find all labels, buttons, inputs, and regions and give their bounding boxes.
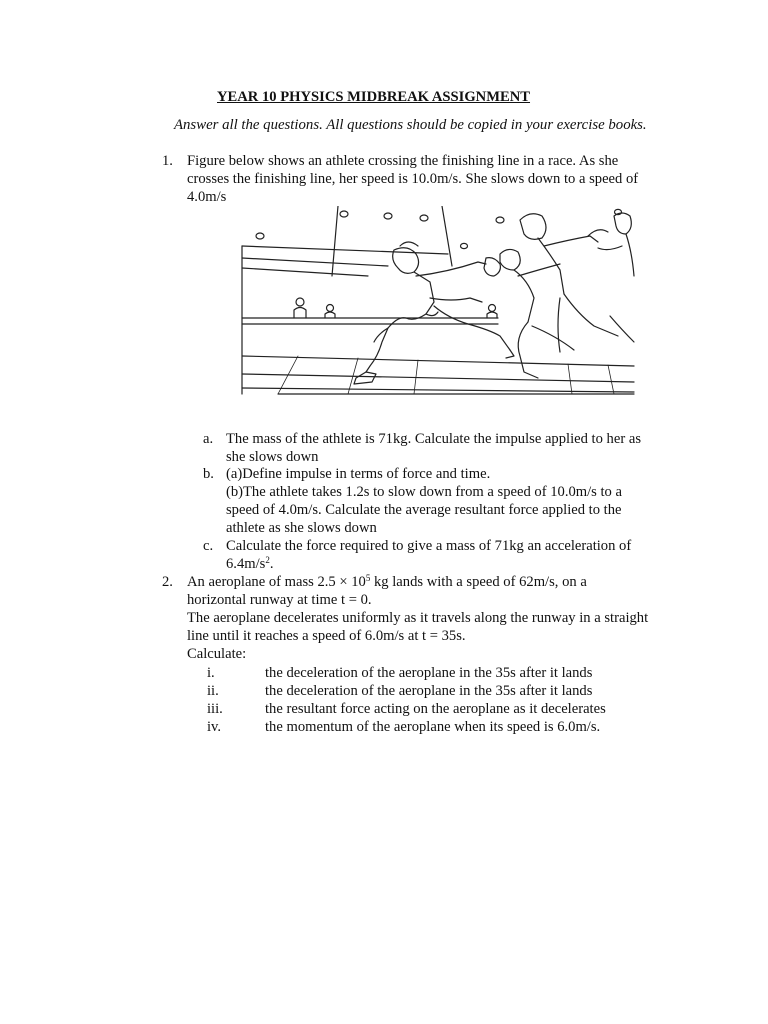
question-1a-label: a. <box>203 431 214 447</box>
item-text: the deceleration of the aeroplane in the 35s after it lands <box>265 683 593 699</box>
mass-text: An aeroplane of mass 2.5 × 10 <box>187 574 366 590</box>
question-1-line: Figure below shows an athlete crossing the finishing line in a race. As she <box>187 153 619 169</box>
question-2-line-1 <box>187 573 707 591</box>
question-1b-line: (b)The athlete takes 1.2s to slow down from a speed of 10.0m/s to a <box>226 484 622 500</box>
question-1b-line: speed of 4.0m/s. Calculate the average resultant force applied to the <box>226 502 622 518</box>
assignment-title: YEAR 10 PHYSICS MIDBREAK ASSIGNMENT <box>217 89 531 105</box>
question-1-text <box>187 152 707 206</box>
mass-text-end: kg lands with a speed of 62m/s, on a <box>370 574 587 590</box>
question-1c-line-2 <box>226 555 696 573</box>
question-1b-text <box>226 465 696 537</box>
question-1a-line: The mass of the athlete is 71kg. Calculate the impulse applied to her as <box>226 431 641 447</box>
item-text: the deceleration of the aeroplane in the 35s after it lands <box>265 665 593 681</box>
acceleration-value: 6.4m/s <box>226 556 266 572</box>
question-2-line: The aeroplane decelerates uniformly as it travels along the runway in a straight <box>187 610 649 626</box>
instructions: Answer all the questions. All questions should be copied in your exercise books. <box>174 117 647 133</box>
item-label: ii. <box>207 683 219 699</box>
question-1b <box>203 465 703 537</box>
question-1a <box>203 430 703 466</box>
question-1-line: 4.0m/s <box>187 189 227 205</box>
question-1c-label: c. <box>203 538 214 554</box>
item-label: iv. <box>207 719 222 735</box>
question-2-line: line until it reaches a speed of 6.0m/s at t = 35s. <box>187 628 466 644</box>
period: . <box>269 556 274 572</box>
question-1a-line: she slows down <box>226 449 319 465</box>
question-1b-line: (a)Define impulse in terms of force and time. <box>226 466 491 482</box>
question-2-item-iii <box>207 700 667 718</box>
question-2-item-ii <box>207 682 667 700</box>
question-1-line: crosses the finishing line, her speed is 10.0m/s. She slows down to a speed of <box>187 171 639 187</box>
question-1c-text <box>226 537 696 573</box>
question-1a-text <box>226 430 696 466</box>
athletes-finish-line-figure <box>238 206 638 400</box>
item-text: the momentum of the aeroplane when its speed is 6.0m/s. <box>265 719 601 735</box>
item-label: iii. <box>207 701 223 717</box>
question-1 <box>162 152 722 212</box>
question-1c <box>203 537 703 573</box>
question-2-item-iv <box>207 718 667 736</box>
question-1b-line: athlete as she slows down <box>226 520 377 536</box>
question-2-item-i <box>207 664 667 682</box>
question-1c-line: Calculate the force required to give a mass of 71kg an acceleration of <box>226 538 632 554</box>
question-1b-label: b. <box>203 466 214 482</box>
question-2 <box>162 573 722 665</box>
question-2-text <box>187 573 707 663</box>
superscript: 5 <box>365 573 371 583</box>
item-label: i. <box>207 665 215 681</box>
superscript: 2 <box>265 555 270 565</box>
question-1-number: 1. <box>162 153 173 169</box>
item-text: the resultant force acting on the aeroplane as it decelerates <box>265 701 606 717</box>
question-2-line: Calculate: <box>187 646 247 662</box>
question-2-number: 2. <box>162 574 173 590</box>
question-2-line: horizontal runway at time t = 0. <box>187 592 372 608</box>
